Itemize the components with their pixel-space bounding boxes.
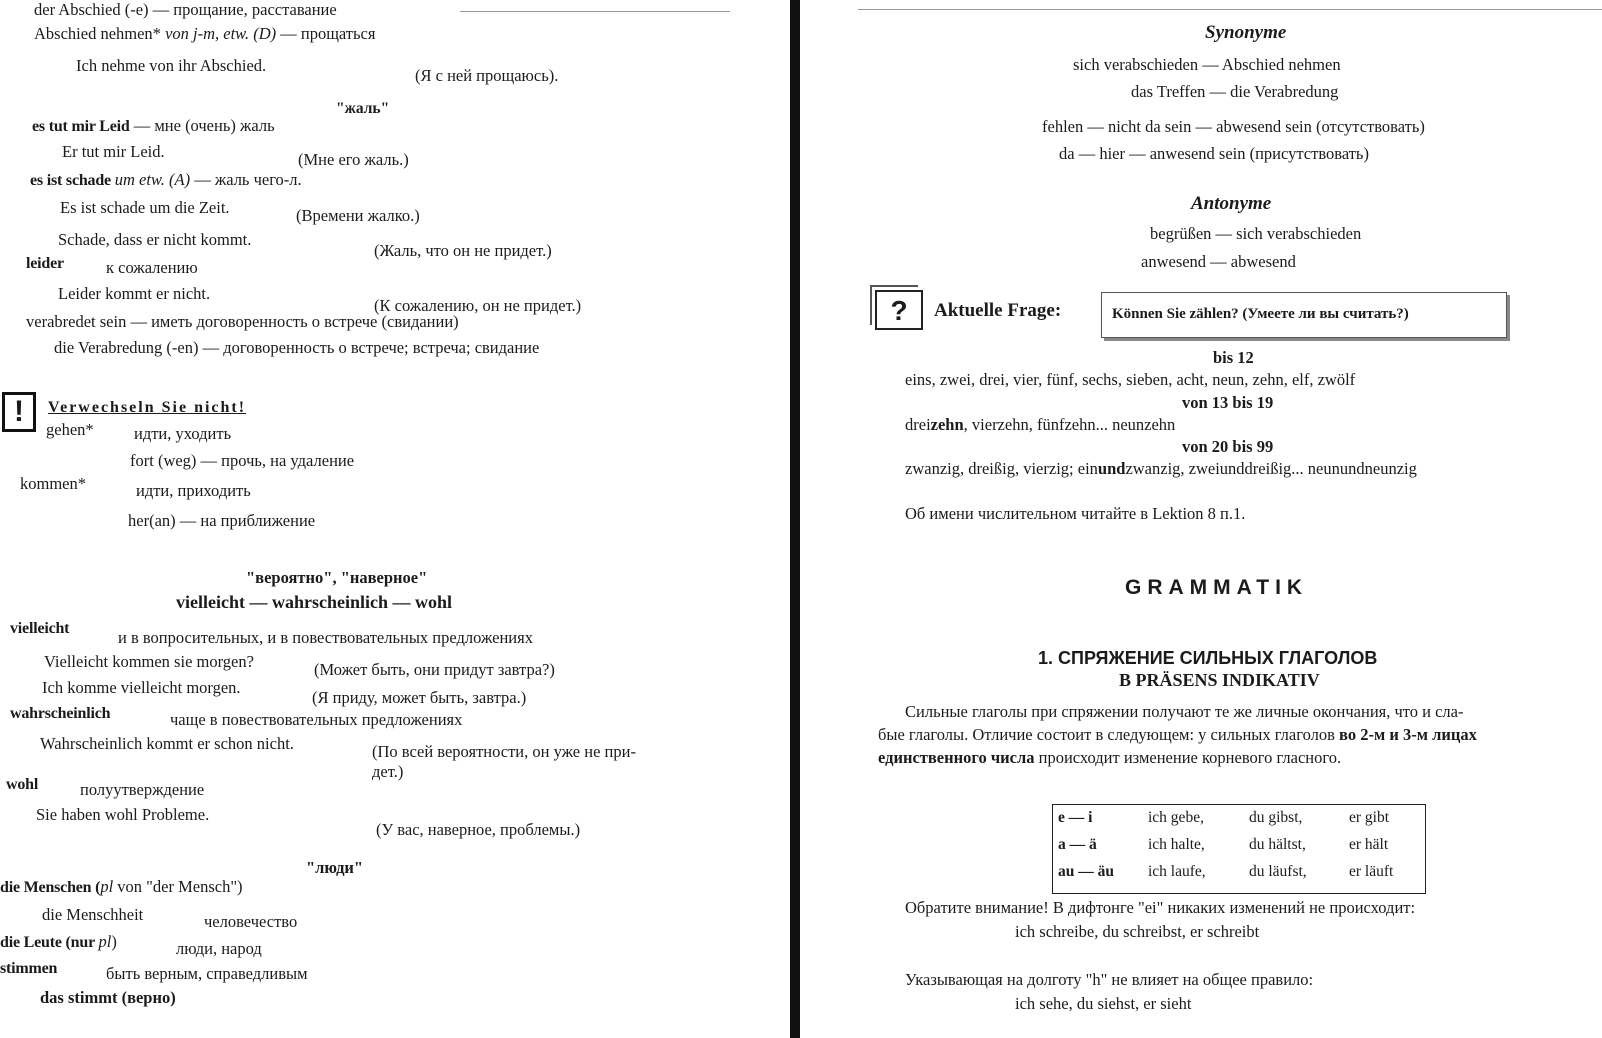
section-heading: "жаль" — [336, 100, 390, 117]
paragraph-line: единственного числа происходит изменение корневого гласного. — [878, 748, 1342, 767]
entry-schade: es ist schade um etw. (A) — жаль чего-л. — [30, 170, 302, 189]
entry-leute: die Leute (nur pl) — [0, 932, 117, 951]
warning-title: Verwechseln Sie nicht! — [48, 399, 247, 416]
table-row: a — ä ich halte, du hältst, er hält — [1058, 836, 1389, 853]
example-text: Schade, dass er nicht kommt. — [58, 230, 252, 249]
entry-stimmen: stimmen — [0, 960, 58, 977]
example-translation: (Может быть, они придут завтра?) — [314, 660, 555, 679]
example-translation: (У вас, наверное, проблемы.) — [376, 820, 581, 839]
entry-menschheit-meaning: человечество — [204, 912, 298, 931]
note-line: Обратите внимание! В дифтонге "ei" никаких изменений не происходит: — [905, 898, 1416, 917]
entry-vielleicht: vielleicht — [10, 620, 70, 637]
example-text: Ich komme vielleicht morgen. — [42, 678, 241, 697]
example-translation: (Времени жалко.) — [296, 206, 420, 225]
example-text: Ich nehme von ihr Abschied. — [76, 56, 267, 75]
book-spine — [790, 0, 800, 1038]
table-row: au — äu ich laufe, du läufst, er läuft — [1058, 863, 1394, 880]
numbers-line: dreizehn, vierzehn, fünfzehn... neunzehn — [905, 415, 1176, 434]
numbers-heading: bis 12 — [1213, 348, 1254, 367]
numbers-heading: von 13 bis 19 — [1182, 393, 1274, 412]
example-text: Wahrscheinlich kommt er schon nicht. — [40, 734, 294, 753]
left-page — [0, 0, 790, 1038]
reference-note: Об имени числительном читайте в Lektion 8 п.1. — [905, 504, 1246, 523]
grammar-subheading: В PRÄSENS INDIKATIV — [1119, 670, 1320, 690]
word-kommen-meaning: идти, приходить — [136, 481, 251, 500]
antonym-line: begrüßen — sich verabschieden — [1150, 224, 1362, 243]
entry-menschheit: die Menschheit — [42, 905, 144, 924]
word-gehen: gehen* — [46, 420, 94, 439]
example-line: ich sehe, du siehst, er sieht — [1015, 994, 1192, 1013]
antonyms-title: Antonyme — [1191, 193, 1272, 214]
entry-menschen: die Menschen (pl von "der Mensch") — [0, 877, 243, 896]
entry-leider: leider — [26, 255, 64, 272]
entry-wohl-meaning: полуутверждение — [80, 780, 205, 799]
section-subheading: vielleicht — wahrscheinlich — wohl — [176, 592, 452, 612]
entry-wohl: wohl — [6, 776, 39, 793]
example-text: Er tut mir Leid. — [62, 142, 165, 161]
synonyms-title: Synonyme — [1205, 22, 1287, 43]
example-translation: (Жаль, что он не придет.) — [374, 241, 552, 260]
example-text: Sie haben wohl Probleme. — [36, 805, 210, 824]
word-fort: fort (weg) — прочь, на удаление — [130, 451, 355, 470]
numbers-line: eins, zwei, drei, vier, fünf, sechs, sieben, acht, neun, zehn, elf, zwölf — [905, 370, 1356, 389]
example-translation: дет.) — [372, 762, 404, 781]
question-icon: ? — [875, 290, 923, 330]
grammatik-title: GRAMMATIK — [1125, 576, 1309, 599]
section-heading: "люди" — [306, 858, 364, 877]
entry-vielleicht-meaning: и в вопросительных, и в повествовательных предложениях — [118, 628, 533, 647]
numbers-heading: von 20 bis 99 — [1182, 437, 1274, 456]
synonym-line: da — hier — anwesend sein (присутствовать) — [1059, 144, 1369, 163]
synonym-line: fehlen — nicht da sein — abwesend sein (отсутствовать) — [1042, 117, 1425, 136]
entry-leute-meaning: люди, народ — [176, 939, 262, 958]
entry-wahrscheinlich: wahrscheinlich — [10, 705, 111, 722]
entry-verabredung: die Verabredung (-en) — договоренность о встрече; встреча; свидание — [54, 338, 540, 357]
example-translation: (Мне его жаль.) — [298, 150, 409, 169]
example-text: Es ist schade um die Zeit. — [60, 198, 230, 217]
table-row: e — i ich gebe, du gibst, er gibt — [1058, 809, 1390, 826]
word-gehen-meaning: идти, уходить — [134, 424, 232, 443]
grammar-heading: 1. СПРЯЖЕНИЕ СИЛЬНЫХ ГЛАГОЛОВ — [1038, 648, 1378, 668]
entry-leider-meaning: к сожалению — [106, 258, 198, 277]
paragraph-line: бые глаголы. Отличие состоит в следующем: у сильных глаголов во 2-м и 3-м лицах — [878, 725, 1477, 744]
word-kommen: kommen* — [20, 474, 86, 493]
example-translation: (Я с ней прощаюсь). — [415, 66, 559, 85]
top-rule — [460, 11, 730, 12]
entry-wahrscheinlich-meaning: чаще в повествовательных предложениях — [170, 710, 463, 729]
entry-abschied: der Abschied (-e) — прощание, расставание — [34, 0, 337, 19]
example-line: ich schreibe, du schreibst, er schreibt — [1015, 922, 1260, 941]
synonym-line: das Treffen — die Verabredung — [1131, 82, 1339, 101]
conjugation-table — [1052, 804, 1426, 894]
question-text: Können Sie zählen? (Умеете ли вы считать?) — [1112, 306, 1409, 322]
example-translation: (По всей вероятности, он уже не при- — [372, 742, 636, 761]
entry-stimmen-meaning: быть верным, справедливым — [106, 964, 308, 983]
numbers-line: zwanzig, dreißig, vierzig; einundzwanzig, zweiunddreißig... neunundneunzig — [905, 459, 1417, 478]
example-text: Vielleicht kommen sie morgen? — [44, 652, 254, 671]
entry-das-stimmt: das stimmt (верно) — [40, 988, 176, 1007]
question-box — [1101, 292, 1507, 338]
warning-icon: ! — [2, 392, 36, 432]
example-translation: (К сожалению, он не придет.) — [374, 296, 582, 315]
question-label: Aktuelle Frage: — [934, 300, 1062, 321]
entry-leid: es tut mir Leid — мне (очень) жаль — [32, 116, 275, 135]
entry-verabredet: verabredet sein — иметь договоренность о встрече (свидании) — [26, 312, 459, 331]
example-translation: (Я приду, может быть, завтра.) — [312, 688, 527, 707]
note-line: Указывающая на долготу "h" не влияет на общее правило: — [905, 970, 1314, 989]
entry-abschied-nehmen: Abschied nehmen* von j-m, etw. (D) — прощаться — [34, 24, 376, 43]
section-heading: "вероятно", "наверное" — [246, 568, 428, 587]
word-heran: her(an) — на приближение — [128, 511, 316, 530]
example-text: Leider kommt er nicht. — [58, 284, 211, 303]
antonym-line: anwesend — abwesend — [1141, 252, 1296, 271]
paragraph-line: Сильные глаголы при спряжении получают те же личные окончания, что и сла- — [905, 702, 1464, 721]
synonym-line: sich verabschieden — Abschied nehmen — [1073, 55, 1341, 74]
top-rule — [858, 9, 1602, 10]
